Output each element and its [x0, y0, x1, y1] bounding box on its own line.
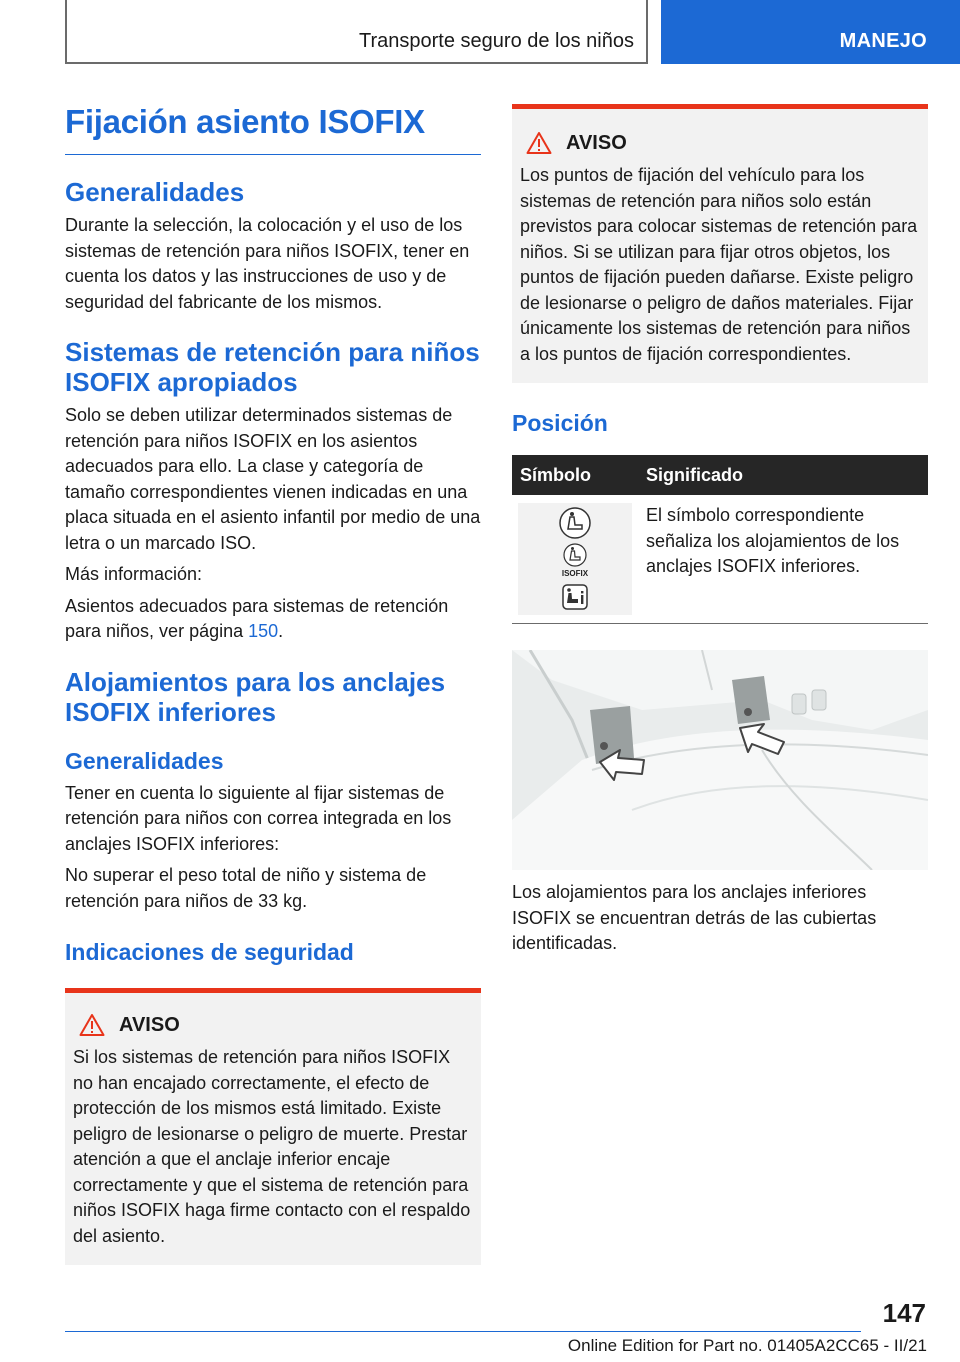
meaning-cell: El símbolo correspondiente señaliza los alojamientos de los anclajes ISOFIX inferiores. [638, 495, 928, 624]
isofix-symbols [518, 503, 632, 615]
seat-photo [512, 650, 928, 870]
paragraph-sistemas-1: Solo se deben utilizar determinados sistemas de retención para niños ISOFIX en los asientos adecuados para ello. La clase y categoría de tamaño correspondientes vienen indicadas en una placa situada en el asiento infantil por medio de una letra o un marcado ISO. [65, 405, 481, 553]
photo-caption: Los alojamientos para los anclajes inferiores ISOFIX se encuentran detrás de las cubiertas identificadas. [512, 882, 877, 953]
table-header-symbol: Símbolo [512, 455, 638, 495]
paragraph-generalidades: Durante la selección, la colocación y el uso de los sistemas de retención para niños ISOFIX, tener en cuenta los datos y las instrucciones de uso y de seguridad del fabricante de los mismos. [65, 215, 470, 312]
subheading-seguridad: Indicaciones de seguridad [65, 939, 354, 965]
header-chapter-tab [661, 0, 960, 64]
right-column [512, 104, 928, 963]
left-column [65, 100, 481, 1265]
warning-text: Los puntos de fijación del vehículo para los sistemas de retención para niños solo están previstos para colocar sistemas de retención para niños. Si se utilizan para fijar otros objetos, los puntos de fijación pueden dañarse. Existe peligro de lesionarse o peligro de daños materiales. Fijar únicamente los sistemas de retención para niños a los puntos de fijación correspondientes. [520, 165, 918, 364]
isofix-child-seat-icon [518, 503, 632, 615]
header-chapter-title: MANEJO [839, 30, 927, 52]
warning-box-right [512, 104, 928, 383]
heading-sistemas-apropiados: Sistemas de retención para niños ISOFIX apropiados [65, 337, 480, 397]
header-section-title: Transporte seguro de los niños [359, 30, 634, 52]
table-row [512, 495, 928, 624]
paragraph-anclajes-1: Tener en cuenta lo siguiente al fijar sistemas de retención para niños con correa integrada en los anclajes ISOFIX inferiores: [65, 782, 452, 854]
warning-label: AVISO [566, 131, 627, 154]
symbol-cell [512, 495, 638, 624]
header-section-tab [65, 0, 648, 64]
page-number: 147 [882, 1298, 926, 1328]
paragraph-referencia [65, 594, 481, 645]
heading-generalidades: Generalidades [65, 177, 245, 207]
warning-triangle-icon [79, 1013, 105, 1037]
footer-edition: Online Edition for Part no. 01405A2CC65 - II/21 [567, 1336, 927, 1355]
warning-header [520, 131, 920, 155]
warning-label: AVISO [119, 1013, 180, 1036]
page-title: Fijación asiento ISOFIX [65, 100, 481, 155]
table-header-meaning: Significado [638, 455, 928, 495]
heading-alojamientos: Alojamientos para los anclajes ISOFIX inferiores [65, 666, 446, 727]
warning-box-left [65, 988, 481, 1265]
table-header-row [512, 455, 928, 495]
warning-text: Si los sistemas de retención para niños ISOFIX no han encajado correctamente, el efecto de protección de los mismos está limitado. Existe peligro de lesionarse o peligro de muerte. Prestar atención a que el anclaje inferior encaje correctamente y que el sistema de retención para niños ISOFIX haga firme contacto con el respaldo del asiento. [73, 1047, 471, 1246]
subheading-generalidades: Generalidades [65, 747, 224, 774]
warning-header [73, 1013, 473, 1037]
rear-seat-anchor-image [512, 650, 928, 870]
warning-triangle-icon [526, 131, 552, 155]
footer-divider [65, 1331, 861, 1332]
paragraph-mas-informacion: Más información: [65, 564, 203, 584]
paragraph-anclajes-2: No superar el peso total de niño y sistema de retención para niños de 33 kg. [65, 865, 427, 911]
symbol-table [512, 455, 928, 624]
isofix-icon-label: ISOFIX [561, 569, 589, 578]
reference-text: Asientos adecuados para sistemas de retención para niños, ver página [65, 595, 449, 641]
reference-end: . [278, 621, 284, 641]
heading-posicion: Posición [512, 410, 608, 436]
page-link-150[interactable]: 150 [248, 621, 279, 641]
